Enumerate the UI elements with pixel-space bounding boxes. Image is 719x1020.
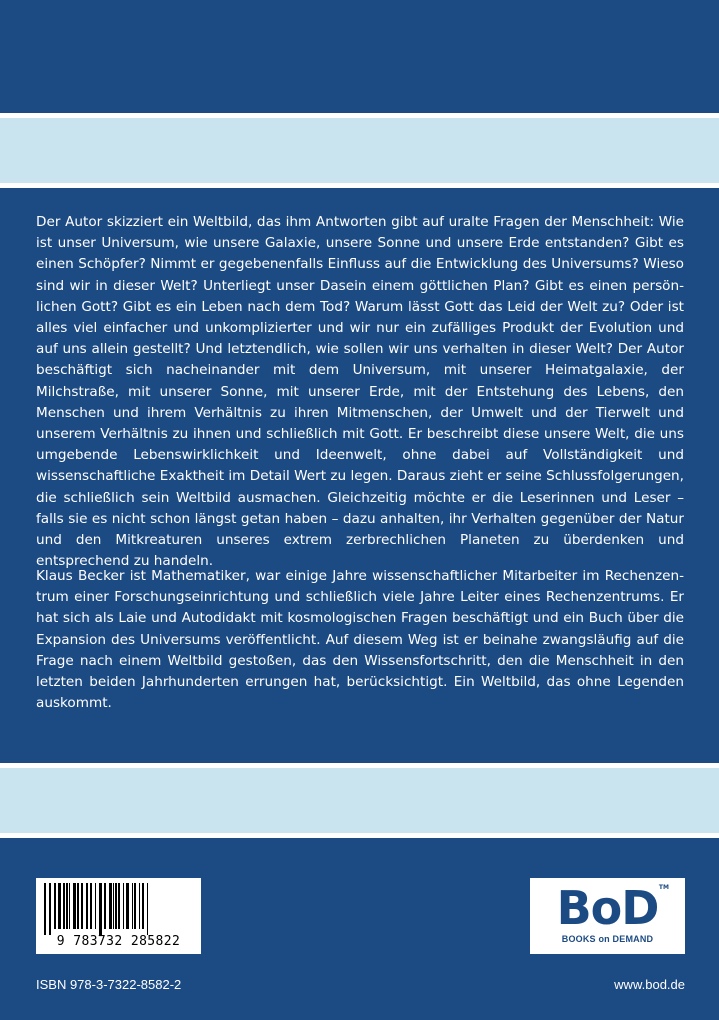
bottom-decorative-band — [0, 763, 719, 838]
logo-subtitle: BOOKS on DEMAND — [561, 934, 654, 944]
logo-wordmark: BoD — [556, 881, 659, 935]
top-decorative-band — [0, 113, 719, 188]
barcode — [36, 878, 201, 954]
isbn-number: ISBN 978-3-7322-8582-2 — [36, 977, 182, 992]
barcode-digits: 9 783732 285822 — [56, 934, 181, 949]
author-bio-paragraph: Klaus Becker ist Mathematiker, war einige Jahre wissenschaftlicher Mitarbeiter im Rechenzentrum einer Forschungseinrichtung und schließlich viele Jahre Leiter eines Rechenzentrums. Er hat sich als Laie und Autodidakt mit kosmologischen Fragen beschäftigt und ein Buch über die Expansion des Universums veröffentlicht. Auf diesem Weg ist er beinahe zwangsläufig auf die Frage nach einem Weltbild gestoßen, das den Wissensfortschritt, den die Menschheit in den letzten beiden Jahrhunderten errungen hat, berücksichtigt. Ein Weltbild, das ohne Legenden auskommt. — [36, 568, 684, 712]
publisher-website: www.bod.de — [614, 977, 685, 992]
logo-trademark: TM — [658, 884, 669, 891]
barcode-bars-icon — [42, 883, 195, 935]
bod-logo — [530, 878, 685, 954]
description-paragraph: Der Autor skizziert ein Weltbild, das ihm Antworten gibt auf uralte Fragen der Menschheit: Wie ist unser Universum, wie unsere Galaxie, unsere Sonne und unsere Erde entstanden? Gibt es einen Schöpfer? Nimmt er gegebenenfalls Einfluss auf die Entwicklung des Universums? Wieso sind wir in dieser Welt? Unterliegt unser Dasein einem göttlichen Plan? Gibt es einen persönlichen Gott? Gibt es ein Leben nach dem Tod? Warum lässt Gott das Leid der Welt zu? Oder ist alles viel einfacher und unkomplizierter und wir nur ein zufälliges Produkt der Evolution und auf uns allein gestellt? Und letztendlich, wie sollen wir uns verhalten in dieser Welt? Der Autor beschäftigt sich nacheinander mit dem Universum, mit unserer Heimatgalaxie, der Milchstraße, mit unserer Sonne, mit unserer Erde, mit der Entstehung des Lebens, den Menschen und ihrem Verhältnis zu ihren Mitmenschen, der Umwelt und der Tierwelt und unserem Verhältnis zu ihnen und schließlich mit Gott. Er beschreibt diese unsere Welt, die uns umgebende Lebenswirklichkeit und Ideenwelt, ohne dabei auf Vollständigkeit und wissenschaftliche Exaktheit im Detail Wert zu legen. Daraus zieht er seine Schlussfolgerungen, die schließlich sein Weltbild ausmachen. Gleichzeitig möchte er die Leserinnen und Leser – falls sie es nicht schon längst getan haben – dazu anhalten, ihr Verhalten gegenüber der Natur und den Mitkreaturen unseres extrem zerbrechlichen Planeten zu überdenken und entsprechend zu handeln. — [36, 214, 684, 570]
